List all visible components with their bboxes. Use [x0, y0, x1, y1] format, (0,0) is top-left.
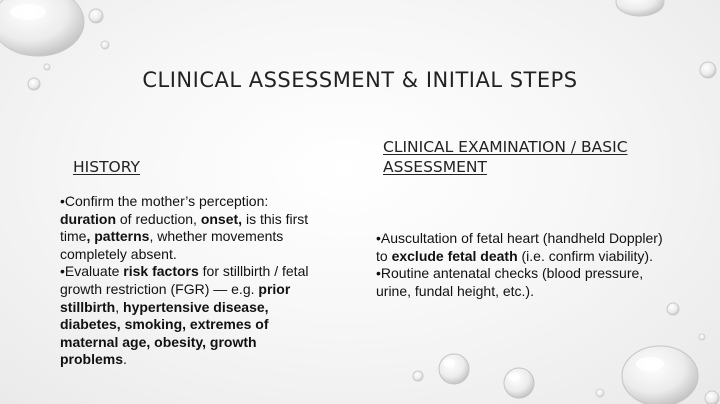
exam-bullet-2: •Routine antenatal checks (blood pressure, urine, fundal height, etc.). — [376, 265, 644, 299]
exam-bullet-list — [376, 230, 676, 300]
droplet — [413, 371, 423, 381]
droplet — [504, 368, 534, 398]
droplet — [89, 9, 103, 23]
exam-heading: CLINICAL EXAMINATION / BASIC ASSESSMENT — [383, 138, 628, 176]
droplet — [439, 354, 469, 384]
droplet — [616, 0, 664, 16]
droplet — [667, 303, 679, 315]
exam-bullet-1: •Auscultation of fetal heart (handheld Doppler) to exclude fetal death (i.e. confirm viability). — [376, 230, 663, 264]
droplet — [699, 334, 705, 340]
droplet — [101, 41, 109, 49]
droplet — [705, 391, 719, 404]
history-heading: HISTORY — [73, 158, 140, 176]
slide-title: CLINICAL ASSESSMENT & INITIAL STEPS — [142, 68, 578, 92]
history-bullet-1: •Confirm the mother’s perception: duration of reduction, onset, is this first time, patterns, whether movements completely absent. — [60, 193, 309, 262]
history-bullet-list — [60, 193, 320, 369]
droplet — [622, 346, 698, 404]
droplet — [596, 389, 604, 397]
history-bullet-2: •Evaluate risk factors for stillbirth / fetal growth restriction (FGR) — e.g. prior stillbirth, hypertensive disease, diabetes, smoking, extremes of maternal age, obesity, growth problems. — [60, 263, 309, 368]
